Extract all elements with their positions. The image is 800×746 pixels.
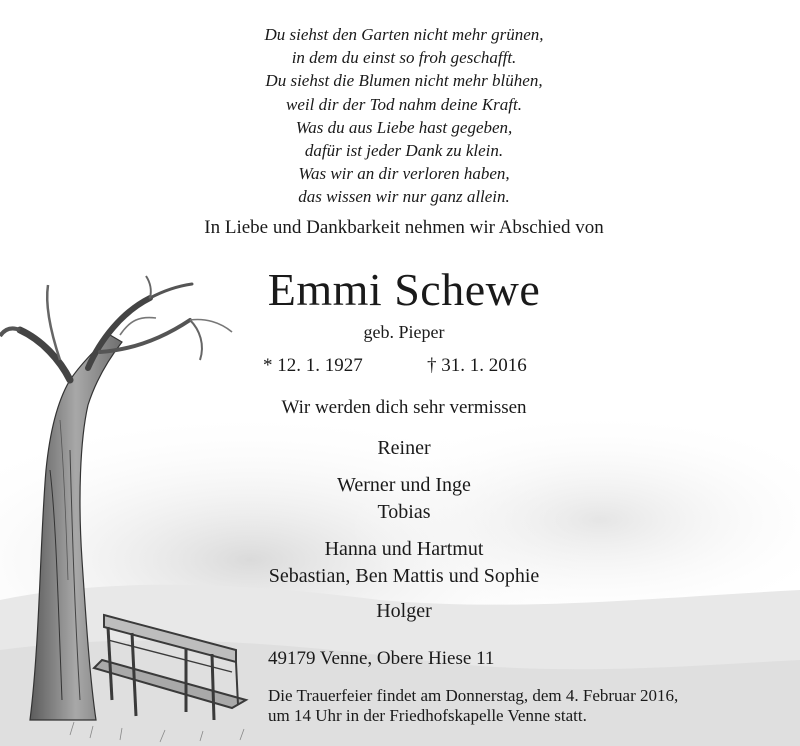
closing-line: Wir werden dich sehr vermissen [281,397,527,418]
mourner-row: Holger [376,600,432,622]
death-date: † 31. 1. 2016 [427,355,527,376]
poem-line: in dem du einst so froh geschafft. [291,48,517,68]
poem-line: Du siehst die Blumen nicht mehr blühen, [265,71,543,91]
mourner-row: Reiner [377,437,431,459]
poem-line: das wissen wir nur ganz allein. [298,187,510,207]
birth-date: * 12. 1. 1927 [263,355,363,376]
deceased-name: Emmi Schewe [267,264,541,315]
service-line: Die Trauerfeier findet am Donnerstag, dem 4. Februar 2016, [268,686,679,705]
poem-line: Was wir an dir verloren haben, [298,164,510,184]
funeral-service-info [268,686,678,726]
service-line: um 14 Uhr in der Friedhofskapelle Venne statt. [268,706,587,725]
intro-text: In Liebe und Dankbarkeit nehmen wir Abschied von [204,217,604,238]
mourner-row: Werner und Inge [337,474,471,496]
poem-line: dafür ist jeder Dank zu klein. [304,141,504,161]
poem-line: Was du aus Liebe hast gegeben, [295,117,513,137]
birth-name: geb. Pieper [363,322,445,342]
poem-line: Du siehst den Garten nicht mehr grünen, [264,25,544,44]
mourner-row: Tobias [377,501,431,523]
mourner-row: Sebastian, Ben Mattis und Sophie [268,565,540,587]
poem [0,23,800,209]
address: 49179 Venne, Obere Hiese 11 [268,648,495,669]
poem-line: weil dir der Tod nahm deine Kraft. [286,94,522,114]
mourner-row: Hanna und Hartmut [324,538,484,560]
